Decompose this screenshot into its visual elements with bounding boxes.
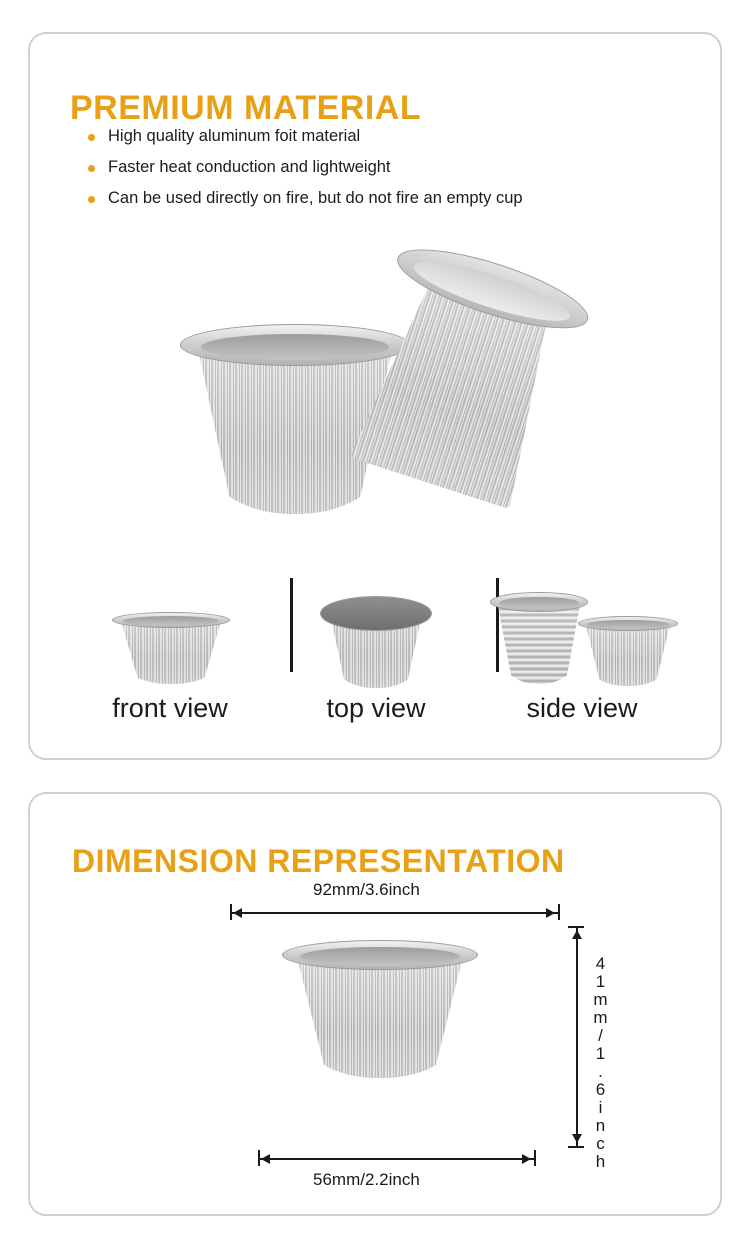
view-label-side: side view	[526, 693, 638, 723]
front-view-cup-icon	[112, 612, 230, 684]
dimension-arrow-top-right	[546, 908, 555, 918]
dimension-cup-icon	[282, 940, 478, 1078]
cup-rim	[320, 596, 432, 631]
side-view-single-cup-icon	[578, 616, 678, 686]
dimension-arrow-bottom-left	[261, 1154, 270, 1164]
cup-body	[586, 626, 670, 686]
dimension-label-bottom-width: 56mm/2.2inch	[313, 1170, 420, 1189]
dimension-diagram	[30, 866, 724, 1214]
dimension-line-bottom	[258, 1158, 536, 1160]
dimension-line-top	[230, 912, 560, 914]
dimension-cap-height-bottom	[568, 1146, 584, 1148]
dimension-representation-panel	[28, 792, 722, 1216]
side-view-stack-icon	[490, 592, 588, 684]
cup-body	[298, 959, 463, 1078]
view-front-column	[70, 564, 270, 724]
top-view-cup-icon	[320, 596, 432, 688]
list-item: Can be used directly on fire, but do not fire an empty cup	[88, 189, 523, 208]
cup-inner	[123, 616, 220, 626]
premium-material-title: PREMIUM MATERIAL	[70, 88, 422, 127]
feature-bullet-list	[88, 127, 523, 220]
product-views-strip	[60, 564, 692, 724]
view-label-top: top view	[326, 693, 426, 723]
view-side-column	[482, 564, 682, 724]
dimension-arrow-bottom-right	[522, 1154, 531, 1164]
hero-product-illustration	[140, 249, 610, 559]
dimension-cap-bottom-right	[534, 1150, 536, 1166]
dimension-arrow-height-top	[572, 930, 582, 939]
dimension-cap-top-right	[558, 904, 560, 920]
cup-inner	[587, 620, 669, 630]
dimension-cap-height-top	[568, 926, 584, 928]
dimension-cap-bottom-left	[258, 1150, 260, 1166]
dimension-arrow-top-left	[233, 908, 242, 918]
list-item: High quality aluminum foit material	[88, 127, 523, 146]
cup-body	[498, 605, 580, 684]
dimension-line-height	[576, 926, 578, 1148]
view-label-front: front view	[112, 693, 228, 723]
dimension-label-top-width: 92mm/3.6inch	[313, 880, 420, 899]
cup-inner	[201, 334, 390, 361]
view-top-column	[276, 564, 476, 724]
dimension-cap-top-left	[230, 904, 232, 920]
premium-material-panel	[28, 32, 722, 760]
dimension-label-height: 41mm/1.6inch	[591, 954, 610, 1170]
dimension-arrow-height-bottom	[572, 1134, 582, 1143]
cup-body	[121, 622, 220, 684]
list-item: Faster heat conduction and lightweight	[88, 158, 523, 177]
dimension-representation-title: DIMENSION REPRESENTATION	[72, 843, 565, 880]
